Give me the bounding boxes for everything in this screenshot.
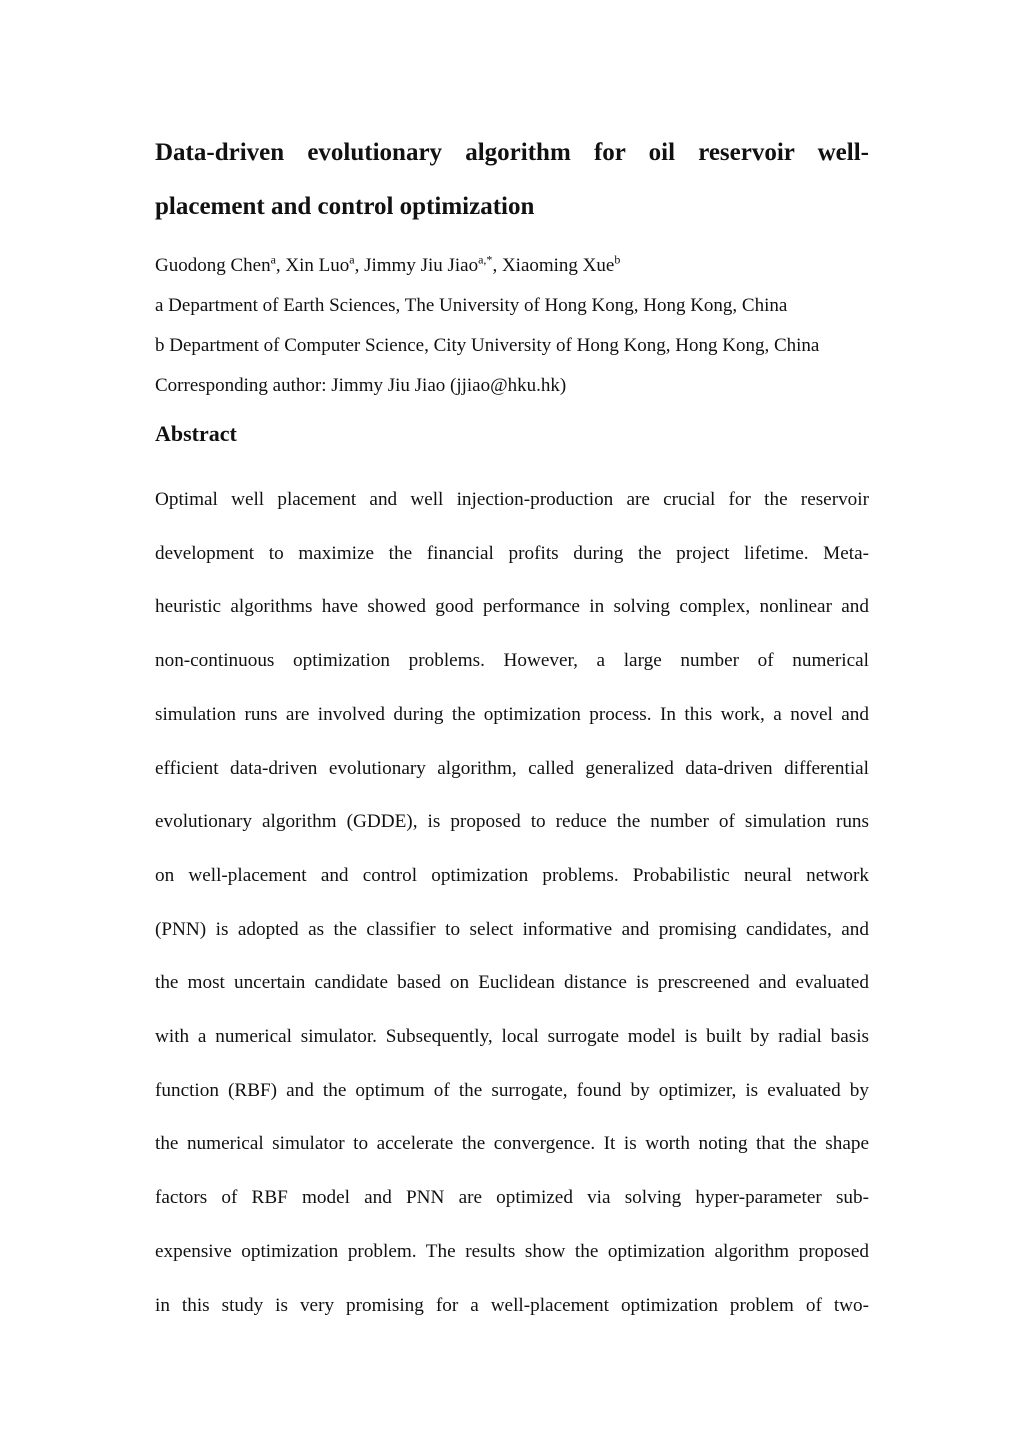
paper-title: Data-driven evolutionary algorithm for oil reservoir well-placement and control optimization: [155, 139, 869, 220]
author-name: Guodong Chen: [155, 255, 271, 276]
abstract-line: evolutionary algorithm (GDDE), is proposed to reduce the number of simulation runs: [155, 811, 869, 833]
author-affiliation-mark: a,*: [478, 252, 493, 267]
author-name: Jimmy Jiu Jiao: [364, 255, 479, 276]
abstract-heading: Abstract: [155, 421, 237, 446]
abstract-line: the most uncertain candidate based on Euclidean distance is prescreened and evaluated: [155, 972, 869, 994]
abstract-line: simulation runs are involved during the optimization process. In this work, a novel and: [155, 703, 869, 725]
abstract-line: non-continuous optimization problems. However, a large number of numerical: [155, 650, 869, 672]
affiliation-b: b Department of Computer Science, City University of Hong Kong, Hong Kong, China: [155, 335, 820, 356]
abstract-line: function (RBF) and the optimum of the surrogate, found by optimizer, is evaluated by: [155, 1079, 869, 1101]
abstract-line: with a numerical simulator. Subsequently, local surrogate model is built by radial basis: [155, 1026, 869, 1048]
corresponding-author: Corresponding author: Jimmy Jiu Jiao (jjiao@hku.hk): [155, 375, 567, 396]
abstract-line: expensive optimization problem. The results show the optimization algorithm proposed: [155, 1240, 869, 1262]
author-list: Guodong Chen$^a$, Xin Luo$^a$, Jimmy Jiu Jiao$^{a,*}$, Xiaoming Xue$^b$: [155, 252, 621, 276]
author-name: Xiaoming Xue: [501, 255, 615, 276]
abstract-line: development to maximize the financial profits during the project lifetime. Meta-: [155, 542, 869, 564]
abstract-line: on well-placement and control optimization problems. Probabilistic neural network: [155, 864, 869, 886]
author-affiliation-mark: b: [614, 252, 621, 267]
author-name: Xin Luo: [285, 255, 350, 276]
abstract-line: Optimal well placement and well injection-production are crucial for the reservoir: [155, 489, 869, 510]
abstract-line: the numerical simulator to accelerate the convergence. It is worth noting that the shape: [155, 1133, 869, 1155]
affiliation-a: a Department of Earth Sciences, The University of Hong Kong, Hong Kong, China: [155, 295, 788, 316]
author-affiliation-mark: a: [270, 252, 276, 267]
abstract-line: in this study is very promising for a well-placement optimization problem of two-: [155, 1294, 869, 1316]
abstract-body: [155, 473, 869, 1332]
abstract-line: heuristic algorithms have showed good performance in solving complex, nonlinear and: [155, 596, 869, 618]
abstract-line: efficient data-driven evolutionary algorithm, called generalized data-driven differential: [155, 757, 869, 779]
abstract-line: factors of RBF model and PNN are optimized via solving hyper-parameter sub-: [155, 1187, 869, 1209]
author-affiliation-mark: a: [349, 252, 355, 267]
abstract-line: (PNN) is adopted as the classifier to select informative and promising candidates, and: [155, 918, 869, 940]
